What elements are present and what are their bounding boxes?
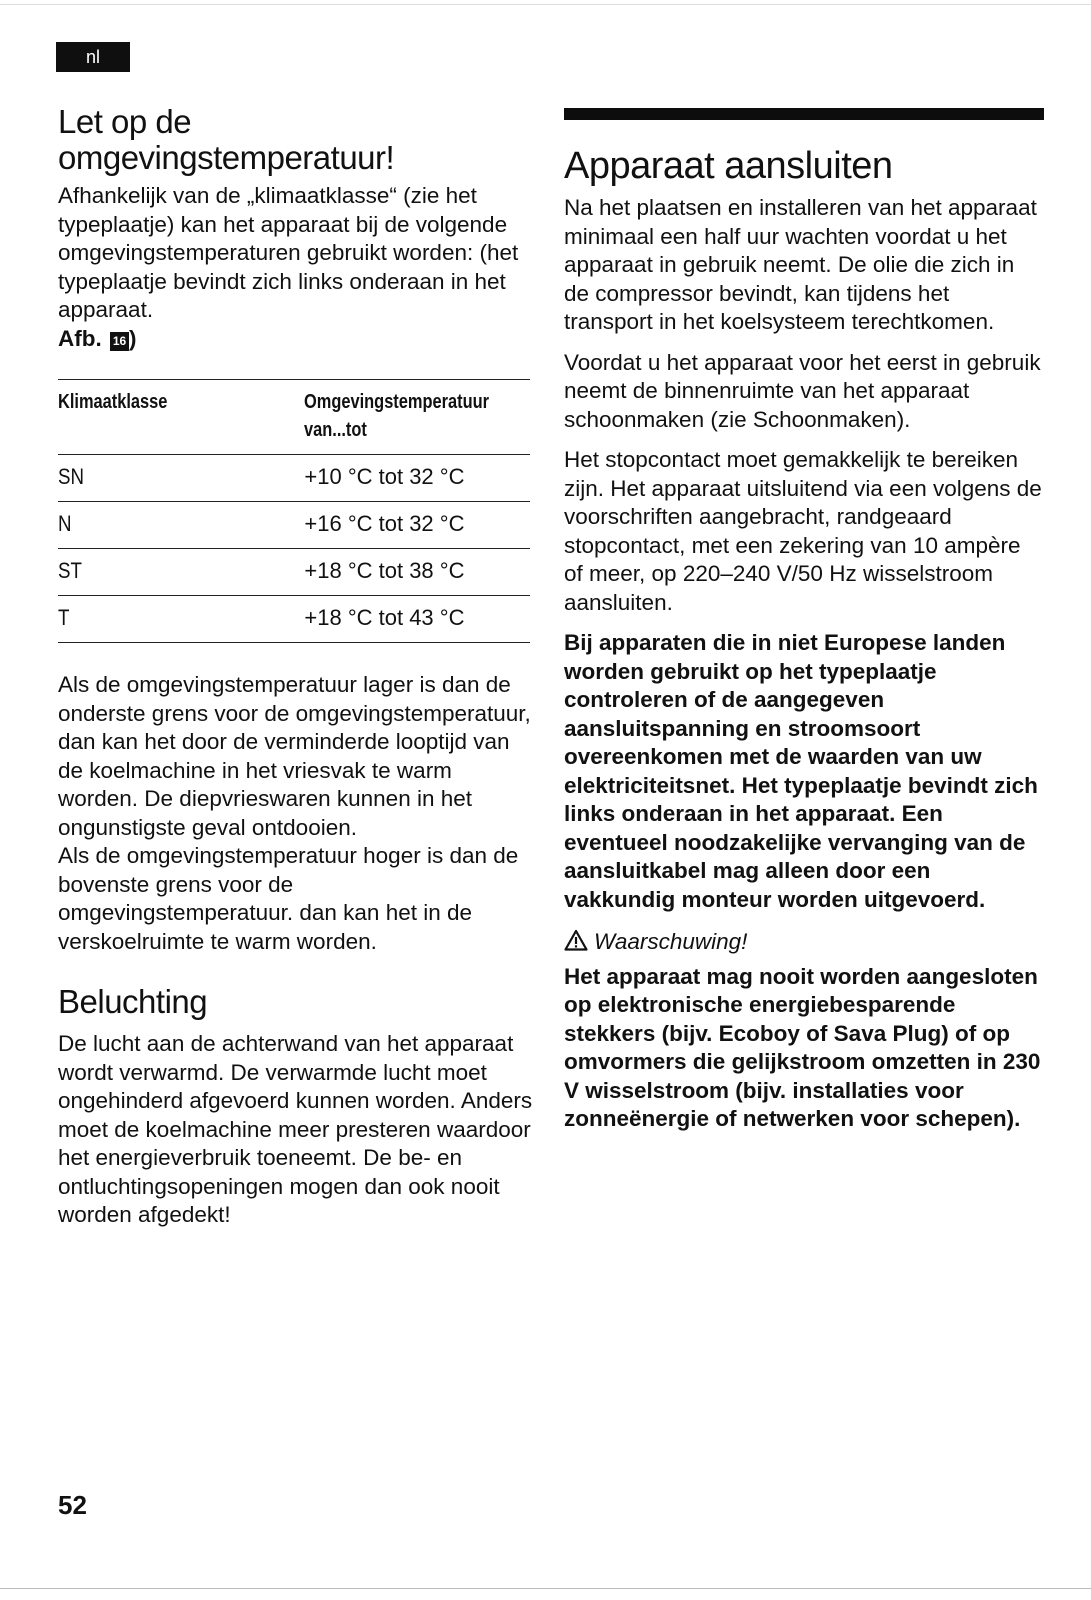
climate-class-cell: SN	[58, 455, 267, 502]
intro-text: Afhankelijk van de „klimaatklasse“ (zie het typeplaatje) kan het apparaat bij de volgende omgevingstemperaturen gebruikt worden: (het typeplaatje bevindt zich links onderaan in het apparaat.	[58, 183, 519, 322]
column-header-range: Omgevingstemperatuur van...tot	[304, 380, 489, 455]
warning-triangle-icon	[564, 929, 594, 959]
ventilation-paragraph: De lucht aan de achterwand van het apparaat wordt verwarmd. De verwarmde lucht moet ongehinderd afgevoerd kunnen worden. Anders moet de koelmachine meer presteren waardoor het energieverbruik toeneemt. De be- en ontluchtingsopeningen mogen dan ook nooit worden afgedekt!	[58, 1031, 533, 1227]
climate-class-cell: ST	[58, 549, 267, 596]
table-row	[58, 549, 530, 596]
column-header-class: Klimaatklasse	[58, 380, 260, 455]
left-column	[58, 104, 534, 1230]
climate-class-table	[58, 379, 530, 643]
table-header-row	[58, 380, 530, 455]
low-temperature-paragraph: Als de omgevingstemperatuur lager is dan de onderste grens voor de omgevingstemperatuur, dan kan het door de verminderde looptijd van de koelmachine in het vriesvak te warm worden. De diepvrieswaren kunnen in het ongunstigste geval ontdooien.	[58, 672, 531, 840]
temperature-range-cell: +10 °C tot 32 °C	[304, 455, 530, 502]
non-european-paragraph: Bij apparaten die in niet Europese landen worden gebruikt op het typeplaatje controleren of de aangegeven aansluitspanning en stroomsoort overeenkomen met de waarden van uw elektriciteitsnet. Het typeplaatje bevindt zich links onderaan in het apparaat. Een eventueel noodzakelijke vervanging van de aansluitkabel mag alleen door een vakkundig monteur worden uitgevoerd.	[564, 630, 1038, 912]
table-row	[58, 596, 530, 643]
high-temperature-paragraph: Als de omgevingstemperatuur hoger is dan de bovenste grens voor de omgevingstemperatuur. dan kan het in de verskoelruimte te warm worden.	[58, 843, 519, 954]
language-tab: nl	[56, 42, 130, 72]
waiting-paragraph: Na het plaatsen en installeren van het apparaat minimaal een half uur wachten voordat u het apparaat in gebruik neemt. De olie die zich in de compressor bevindt, kan tijdens het transport in het koelsysteem terechtkomen.	[564, 195, 1037, 334]
temperature-range-cell: +16 °C tot 32 °C	[304, 502, 530, 549]
cleaning-paragraph: Voordat u het apparaat voor het eerst in gebruik neemt de binnenruimte van het apparaat schoonmaken (zie Schoonmaken).	[564, 349, 1041, 432]
right-column	[564, 104, 1044, 1134]
temperature-range-cell: +18 °C tot 38 °C	[304, 549, 530, 596]
figure-number-box: 16	[110, 332, 129, 351]
warning-title	[564, 928, 1044, 959]
climate-class-cell: N	[58, 502, 267, 549]
table-row	[58, 455, 530, 502]
ventilation-heading: Beluchting	[58, 983, 208, 1020]
figure-ref-label: Afb.	[58, 325, 102, 351]
intro-paragraph	[58, 182, 534, 353]
figure-reference	[58, 326, 137, 351]
figure-ref-close: )	[129, 325, 137, 351]
socket-paragraph: Het stopcontact moet gemakkelijk te bereiken zijn. Het apparaat uitsluitend via een volgens de voorschriften aangebracht, randgeaard stopcontact, met een zekering van 10 ampère of meer, op 220–240 V/50 Hz wisselstroom aansluiten.	[564, 447, 1042, 615]
bottom-edge-line	[0, 1588, 1091, 1589]
page-number: 52	[58, 1490, 87, 1520]
section-top-bar	[564, 108, 1044, 120]
temperature-range-cell: +18 °C tot 43 °C	[304, 596, 530, 643]
ambient-temperature-heading: Let op de omgevingstemperatuur!	[58, 103, 395, 176]
connect-appliance-heading: Apparaat aansluiten	[564, 145, 893, 187]
table-row	[58, 502, 530, 549]
top-edge-line	[0, 4, 1091, 5]
warning-paragraph: Het apparaat mag nooit worden aangesloten op elektronische energiebesparende stekkers (bijv. Ecoboy of Sava Plug) of op omvormers die gelijkstroom omzetten in 230 V wisselstroom (bijv. installaties voor zonneënergie of netwerken voor schepen).	[564, 963, 1041, 1131]
warning-title-text: Waarschuwing!	[594, 929, 748, 954]
climate-class-cell: T	[58, 596, 267, 643]
